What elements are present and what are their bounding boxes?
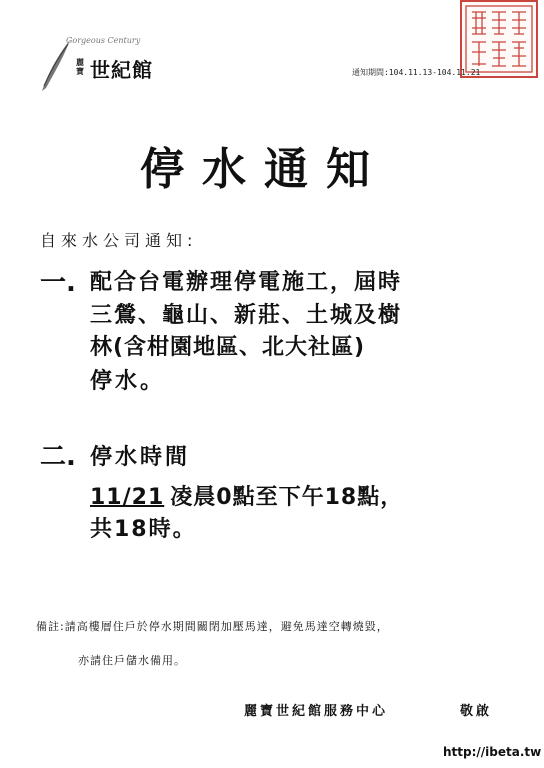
signature-org: 麗寶世紀館服務中心 [244, 704, 389, 719]
notice-period: 通知期間:104.11.13-104.11.21 [352, 68, 481, 77]
feather-quill-icon [34, 36, 74, 96]
remark-line-2: 亦請住戶儲水備用。 [78, 654, 186, 667]
outage-total-duration: 共18時。 [90, 517, 197, 542]
logo-main-text: 世紀館 [90, 58, 153, 82]
section-1-number: 一. [40, 268, 76, 298]
section-1-line: 三鶯、龜山、新莊、土城及樹 [90, 303, 403, 328]
section-1-line: 停水。 [90, 369, 166, 394]
page-title: 停水通知 [140, 144, 388, 195]
intro-text: 自來水公司通知: [40, 231, 198, 250]
outage-time-line [90, 480, 403, 511]
section-2-heading: 停水時間 [90, 445, 191, 470]
logo-script-text: Gorgeous Century [66, 36, 141, 45]
outage-time-range: 凌晨0點至下午18點， [170, 485, 404, 510]
outage-date: 11/21 [90, 485, 165, 510]
signature-closing: 敬啟 [460, 704, 493, 719]
section-1-line: 林(含柑園地區、北大社區) [90, 335, 366, 360]
logo-small-text: 麗寶 [76, 58, 84, 76]
company-logo [34, 36, 153, 96]
seal-characters-icon [462, 2, 536, 76]
section-1-line: 配合台電辦理停電施工，屆時 [90, 270, 403, 295]
section-2-number: 二. [40, 442, 76, 472]
remark-line-1: 備註:請高樓層住戶於停水期間關閉加壓馬達，避免馬達空轉燒毀， [36, 620, 389, 633]
watermark-url: http://ibeta.tw [440, 745, 544, 759]
